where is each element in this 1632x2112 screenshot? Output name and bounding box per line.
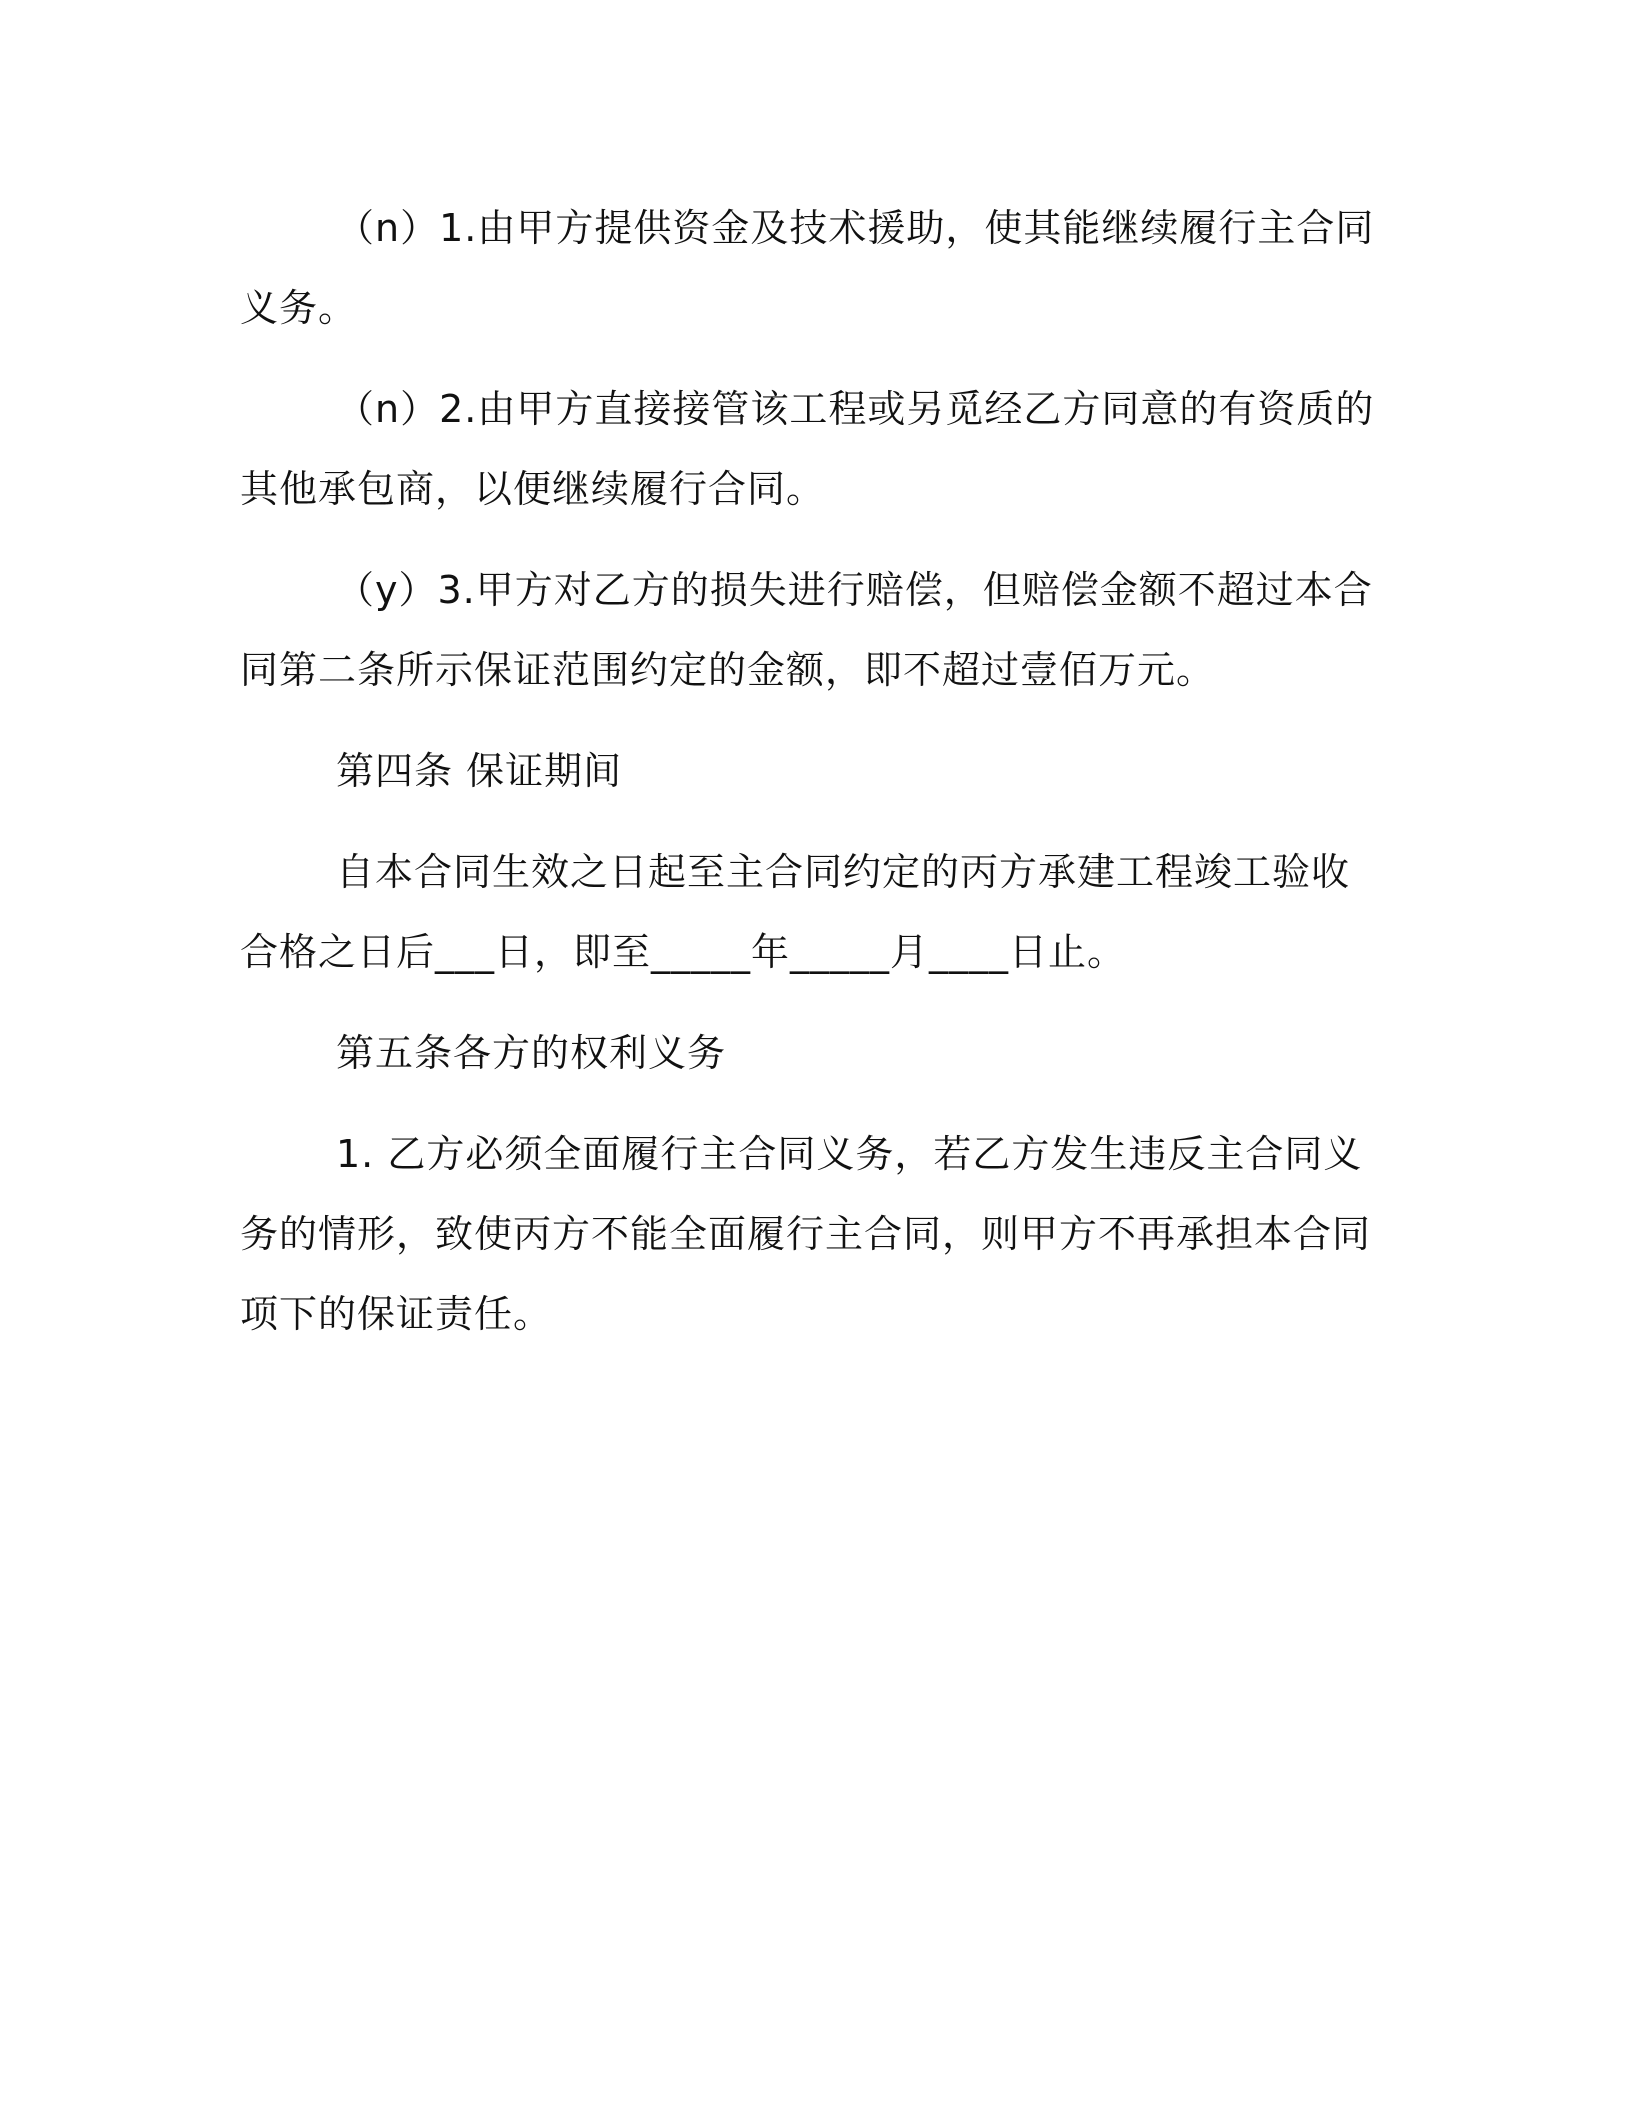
clause-paragraph-remedy-3: （y）3.甲方对乙方的损失进行赔偿，但赔偿金额不超过本合同第二条所示保证范围约定的金额，即不超过壹佰万元。 <box>240 568 1373 692</box>
section-heading-guarantee-period: 第四条 保证期间 <box>336 749 623 793</box>
clause-paragraph-guarantee-period: 自本合同生效之日起至主合同约定的丙方承建工程竣工验收合格之日后___日，即至_____年_____月____日止。 <box>240 850 1351 974</box>
clause-paragraph-obligation-1: 1. 乙方必须全面履行主合同义务，若乙方发生违反主合同义务的情形，致使丙方不能全面履行主合同，则甲方不再承担本合同项下的保证责任。 <box>240 1132 1372 1336</box>
clause-paragraph-remedy-1: （n）1.由甲方提供资金及技术援助，使其能继续履行主合同义务。 <box>240 206 1375 330</box>
document-body <box>240 188 1380 1375</box>
clause-paragraph-remedy-2: （n）2.由甲方直接接管该工程或另觅经乙方同意的有资质的其他承包商，以便继续履行合同。 <box>240 387 1375 511</box>
section-heading-rights-obligations: 第五条各方的权利义务 <box>336 1031 727 1075</box>
